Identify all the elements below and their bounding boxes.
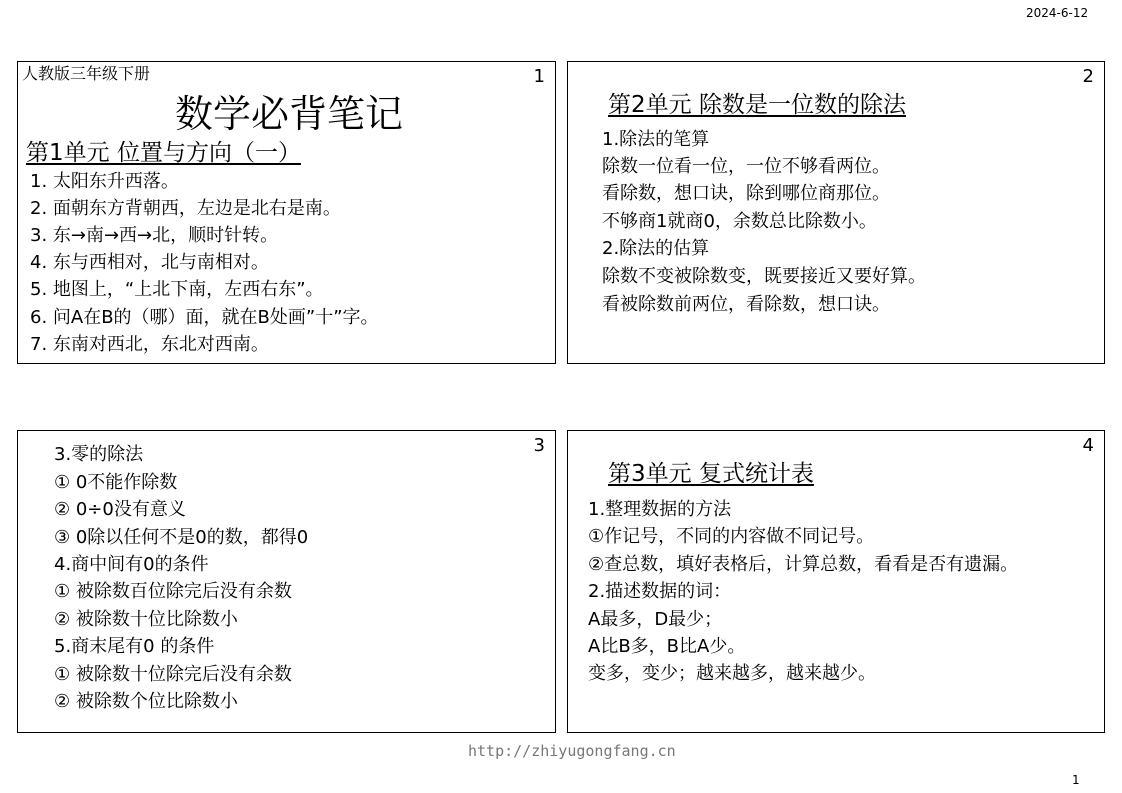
text-line: ① 被除数百位除完后没有余数 [54, 581, 292, 602]
text-line: ① 被除数十位除完后没有余数 [54, 664, 292, 685]
text-line: 除数一位看一位，一位不够看两位。 [602, 156, 890, 177]
text-line: 除数不变被除数变，既要接近又要好算。 [602, 266, 926, 287]
panel-number: 3 [533, 435, 545, 456]
slide-panel-3 [17, 430, 556, 733]
text-line: ② 0÷0没有意义 [54, 499, 186, 520]
page-title: 数学必背笔记 [175, 92, 404, 136]
list-item: 3. 东→南→西→北，顺时针转。 [30, 225, 279, 246]
text-line: A最多，D最少； [588, 609, 723, 630]
text-line: 3.零的除法 [54, 444, 144, 465]
list-item: 7. 东南对西北，东北对西南。 [30, 334, 269, 355]
slide-panel-4 [567, 430, 1105, 733]
text-line: 1.整理数据的方法 [588, 499, 732, 520]
slide-panel-1 [17, 61, 556, 364]
text-line: 看被除数前两位，看除数，想口诀。 [602, 294, 890, 315]
text-line: 2.除法的估算 [602, 238, 710, 259]
unit-heading: 第1单元 位置与方向（一） [26, 140, 301, 166]
slide-panel-2 [567, 61, 1105, 364]
panel-number: 2 [1082, 66, 1094, 87]
page-number: 1 [1072, 773, 1080, 787]
unit-heading: 第2单元 除数是一位数的除法 [608, 92, 906, 118]
footer-url: http://zhiyugongfang.cn [468, 742, 676, 760]
text-line: 5.商末尾有0 的条件 [54, 636, 215, 657]
list-item: 6. 问A在B的（哪）面，就在B处画”十”字。 [30, 307, 379, 328]
text-line: ②查总数，填好表格后，计算总数，看看是否有遗漏。 [588, 554, 1019, 575]
list-item: 2. 面朝东方背朝西，左边是北右是南。 [30, 198, 341, 219]
text-line: ③ 0除以任何不是0的数，都得0 [54, 527, 309, 548]
text-line: ①作记号，不同的内容做不同记号。 [588, 526, 875, 547]
text-line: ① 0不能作除数 [54, 472, 178, 493]
unit-heading: 第3单元 复式统计表 [608, 461, 814, 487]
text-line: ② 被除数个位比除数小 [54, 691, 238, 712]
text-line: 变多，变少；越来越多，越来越少。 [588, 663, 876, 684]
text-line: 4.商中间有0的条件 [54, 554, 209, 575]
panel-number: 4 [1082, 435, 1094, 456]
list-item: 1. 太阳东升西落。 [30, 171, 179, 192]
edition-label: 人教版三年级下册 [22, 64, 151, 83]
list-item: 4. 东与西相对，北与南相对。 [30, 252, 269, 273]
list-item: 5. 地图上，“上北下南，左西右东”。 [30, 279, 324, 300]
date-label: 2024-6-12 [1026, 6, 1089, 20]
text-line: 看除数，想口诀，除到哪位商那位。 [602, 183, 890, 204]
text-line: 2.描述数据的词： [588, 581, 732, 602]
panel-number: 1 [533, 66, 545, 87]
text-line: 1.除法的笔算 [602, 129, 710, 150]
text-line: A比B多，B比A少。 [588, 636, 746, 657]
text-line: ② 被除数十位比除数小 [54, 609, 238, 630]
text-line: 不够商1就商0，余数总比除数小。 [602, 211, 877, 232]
